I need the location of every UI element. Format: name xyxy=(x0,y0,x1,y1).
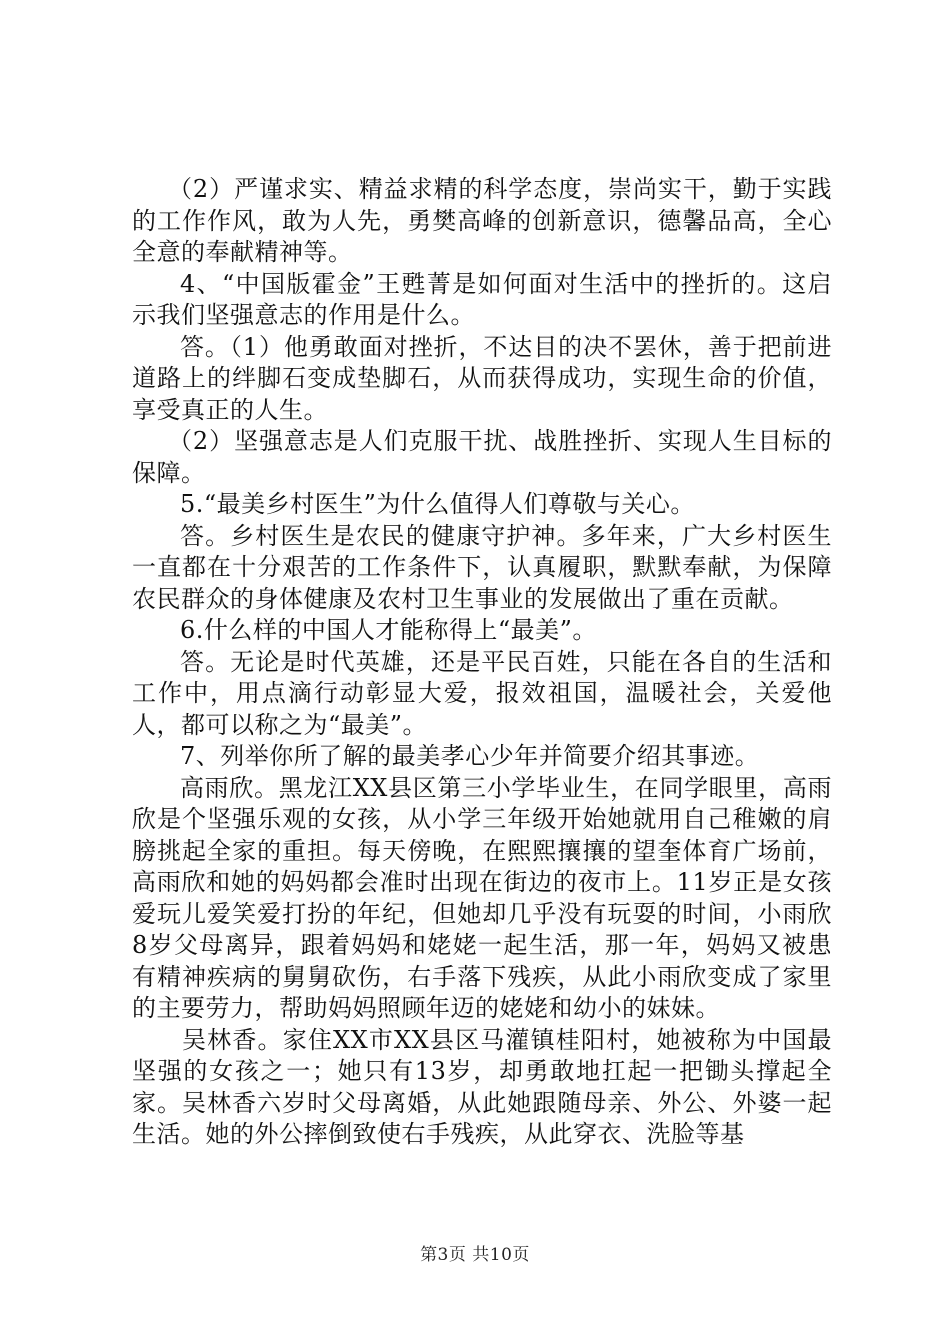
paragraph-question-4: 4、“中国版霍金”王甦菁是如何面对生活中的挫折的。这启示我们坚强意志的作用是什么。 xyxy=(132,269,832,329)
paragraph-question-5: 5.“最美乡村医生”为什么值得人们尊敬与关心。 xyxy=(180,490,695,518)
document-body xyxy=(132,174,832,1151)
paragraph-question-6: 6.什么样的中国人才能称得上“最美”。 xyxy=(180,616,597,644)
paragraph-wu-linxiang: 吴林香。家住XX市XX县区马灌镇桂阳村，她被称为中国最坚强的女孩之一；她只有13岁，却勇敢地扛起一把锄头撑起全家。吴林香六岁时父母离婚，从此她跟随母亲、外公、外婆一起生活。她的外公摔倒致使右手残疾，从此穿衣、洗脸等基 xyxy=(132,1025,832,1148)
page-number-footer: 第3页 共10页 xyxy=(420,1245,530,1265)
paragraph-answer-6: 答。无论是时代英雄，还是平民百姓，只能在各自的生活和工作中，用点滴行动彰显大爱，报效祖国，温暖社会，关爱他人，都可以称之为“最美”。 xyxy=(132,647,832,739)
paragraph-answer-2-part: （2）严谨求实、精益求精的科学态度，崇尚实干，勤于实践的工作作风，敢为人先，勇樊高峰的创新意识，德馨品高，全心全意的奉献精神等。 xyxy=(132,175,832,266)
paragraph-answer-4-part-1: 答。（1）他勇敢面对挫折，不达目的决不罢休，善于把前进道路上的绊脚石变成垫脚石，从而获得成功，实现生命的价值，享受真正的人生。 xyxy=(132,332,832,424)
paragraph-answer-5: 答。乡村医生是农民的健康守护神。多年来，广大乡村医生一直都在十分艰苦的工作条件下，认真履职，默默奉献，为保障农民群众的身体健康及农村卫生事业的发展做出了重在贡献。 xyxy=(132,521,832,613)
paragraph-gao-yuxin: 高雨欣。黑龙江XX县区第三小学毕业生，在同学眼里，高雨欣是个坚强乐观的女孩，从小学三年级开始她就用自己稚嫩的肩膀挑起全家的重担。每天傍晚，在熙熙攘攘的望奎体育广场前，高雨欣和她的妈妈都会准时出现在街边的夜市上。11岁正是女孩爱玩儿爱笑爱打扮的年纪，但她却几乎没有玩耍的时间，小雨欣8岁父母离异，跟着妈妈和姥姥一起生活，那一年，妈妈又被患有精神疾病的舅舅砍伤，右手落下残疾，从此小雨欣变成了家里的主要劳力，帮助妈妈照顾年迈的姥姥和幼小的妹妹。 xyxy=(132,773,832,1022)
paragraph-answer-4-part-2: （2）坚强意志是人们克服干扰、战胜挫折、实现人生目标的保障。 xyxy=(132,427,832,487)
paragraph-question-7: 7、列举你所了解的最美孝心少年并简要介绍其事迹。 xyxy=(180,742,760,770)
